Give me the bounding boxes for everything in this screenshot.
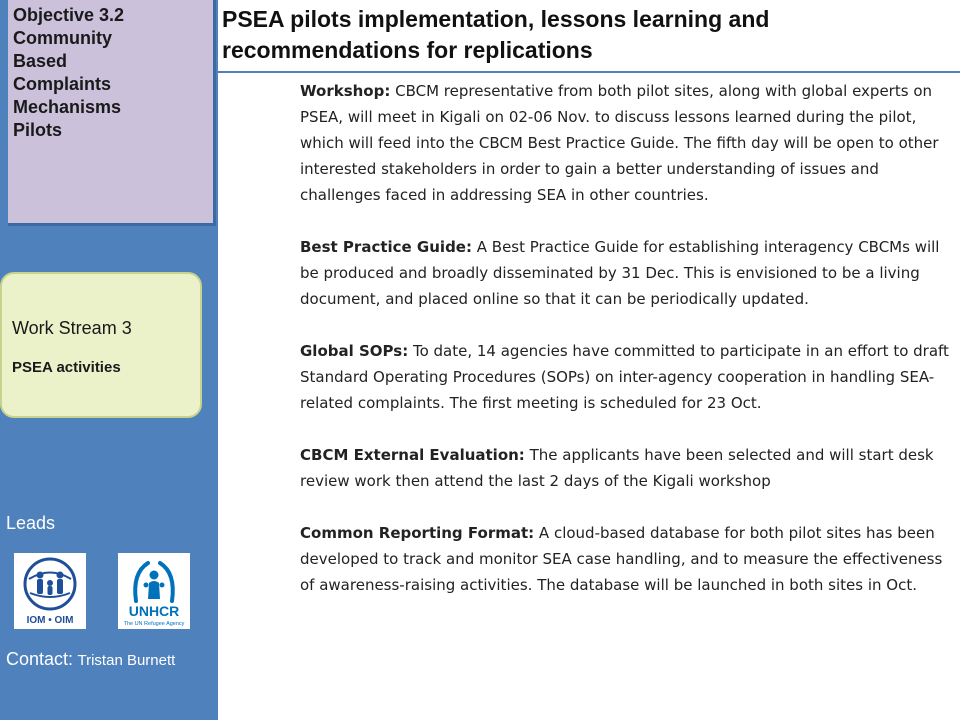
paragraph-workshop <box>300 78 956 208</box>
unhcr-hands-icon <box>118 553 190 629</box>
page-title-line: PSEA pilots implementation, lessons learning and <box>222 6 770 32</box>
unhcr-logo-caption: UNHCR <box>128 603 180 619</box>
content-body <box>300 78 956 598</box>
paragraph-label: Common Reporting Format: <box>300 524 535 542</box>
paragraph-reporting-format <box>300 520 956 598</box>
sidebar <box>0 0 218 720</box>
objective-line: Based <box>13 51 68 71</box>
objective-line: Objective 3.2 <box>13 5 125 25</box>
paragraph-label: Best Practice Guide: <box>300 238 472 256</box>
contact-label: Contact: <box>6 649 74 669</box>
page-title-line: recommendations for replications <box>222 37 593 63</box>
work-stream-subtitle: PSEA activities <box>12 359 121 376</box>
leads-label: Leads <box>6 513 56 533</box>
objective-line: Mechanisms <box>13 97 122 117</box>
paragraph-text: To date, 14 agencies have committed to participate in an effort to draft Standard Operating Procedures (SOPs) on inter-agency cooperation in handling SEA-related complaints. The first meeting is scheduled for 23 Oct. <box>300 342 949 412</box>
paragraph-label: Global SOPs: <box>300 342 409 360</box>
paragraph-label: CBCM External Evaluation: <box>300 446 525 464</box>
iom-logo <box>14 553 86 629</box>
objective-line: Community <box>13 28 112 48</box>
objective-line: Pilots <box>13 120 63 140</box>
paragraph-external-evaluation <box>300 442 956 494</box>
objective-line: Complaints <box>13 74 112 94</box>
work-stream-title: Work Stream 3 <box>12 318 132 338</box>
unhcr-logo <box>118 553 190 629</box>
contact <box>6 648 206 672</box>
paragraph-label: Workshop: <box>300 82 391 100</box>
objective-box <box>8 0 216 226</box>
paragraph-global-sops <box>300 338 956 416</box>
paragraph-best-practice-guide <box>300 234 956 312</box>
page-title <box>222 4 957 66</box>
paragraph-text: A Best Practice Guide for establishing interagency CBCMs will be produced and broadly disseminated by 31 Dec. This is envisioned to be a living document, and placed online so that it can be periodically updated. <box>300 238 940 308</box>
unhcr-logo-tagline: The UN Refugee Agency <box>123 621 185 627</box>
paragraph-text: CBCM representative from both pilot sites, along with global experts on PSEA, will meet in Kigali on 02-06 Nov. to discuss lessons learned during the pilot, which will feed into the CBCM Best Practice Guide. The fifth day will be open to other interested stakeholders in order to gain a better understanding of issues and challenges faced in addressing SEA in other countries. <box>300 82 939 204</box>
iom-logo-caption: IOM • OIM <box>26 615 74 626</box>
paragraph-text: A cloud-based database for both pilot sites has been developed to track and monitor SEA case handling, and to measure the effectiveness of awareness-raising activities. The database will be launched in both sites in Oct. <box>300 524 943 594</box>
work-stream-box <box>0 272 202 418</box>
title-divider <box>218 71 960 73</box>
contact-name: Tristan Burnett <box>77 652 176 669</box>
paragraph-text: The applicants have been selected and will start desk review work then attend the last 2 days of the Kigali workshop <box>300 446 934 490</box>
iom-family-icon <box>14 553 86 629</box>
